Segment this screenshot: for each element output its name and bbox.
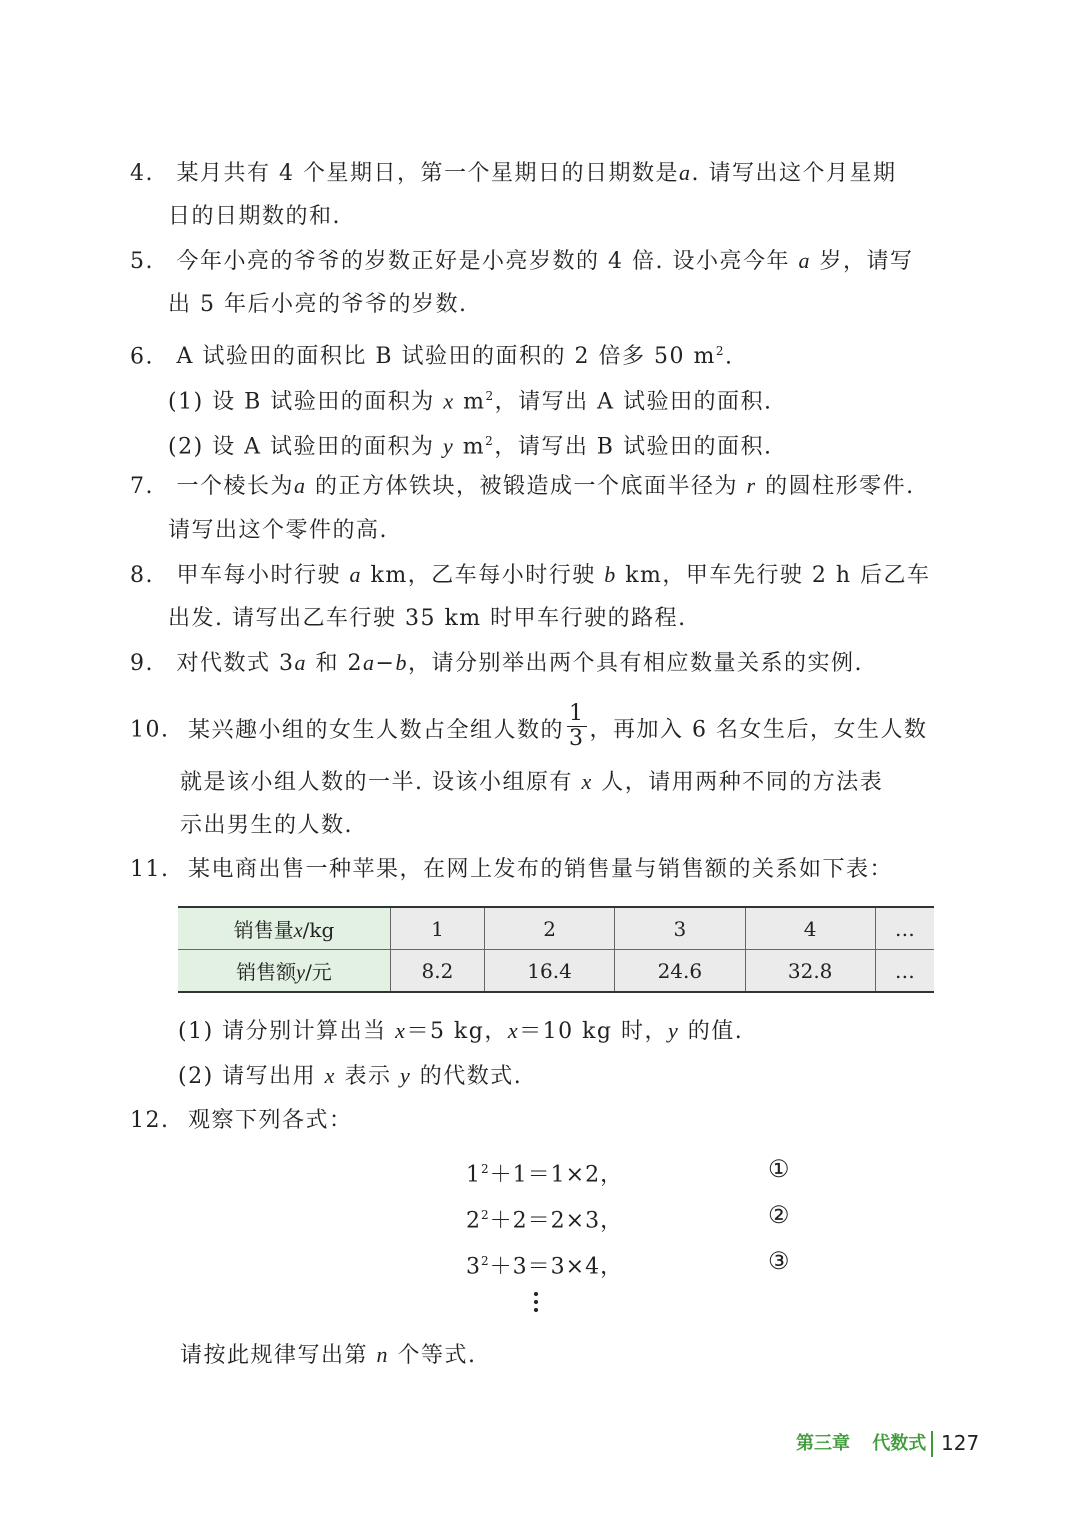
problem-11-line-1: [130, 855, 893, 885]
variable: x: [507, 1018, 520, 1043]
equation-base: 2: [466, 1208, 481, 1234]
chapter-title: 代数式: [872, 1433, 927, 1454]
table-cell: 3: [615, 907, 745, 950]
equation-base: 3: [466, 1254, 481, 1280]
table-cell: 16.4: [484, 950, 614, 993]
sub-text: (1) 请分别计算出当: [178, 1019, 387, 1044]
problem-10-line-2: [180, 767, 883, 798]
variable: b: [604, 562, 617, 587]
equation-2: [466, 1200, 623, 1236]
fraction-numerator: 1: [569, 701, 585, 726]
problem-text: 示出男生的人数.: [180, 813, 353, 838]
equation-marker-3: ③: [768, 1247, 790, 1275]
problem-text: 今年小亮的爷爷的岁数正好是小亮岁数的 4 倍. 设小亮今年: [176, 249, 790, 274]
variable: a: [679, 160, 692, 185]
problem-number: 4.: [130, 161, 154, 186]
operator: −: [375, 651, 396, 676]
problem-7-line-2: [168, 516, 388, 546]
variable: a: [363, 650, 376, 675]
unit: m: [463, 389, 486, 415]
footer-divider: [931, 1431, 933, 1457]
problem-text: ，再加入 6 名女生后，女生人数: [589, 717, 928, 743]
superscript: 2: [715, 344, 726, 358]
chapter-number: 第三章: [796, 1433, 850, 1454]
sub-text: ，请写出 B 试验田的面积.: [494, 434, 773, 460]
problem-8-line-2: [168, 604, 687, 634]
table-cell: 8.2: [391, 950, 485, 993]
table-cell: 1: [391, 907, 485, 950]
problem-text: 出 5 年后小亮的爷爷的岁数.: [168, 292, 468, 317]
problem-text: 人，请用两种不同的方法表: [601, 770, 884, 795]
variable: y: [399, 1063, 412, 1088]
problem-text: km，甲车先行驶 2 h 后乙车: [625, 563, 931, 588]
row-header-amount: [178, 950, 391, 993]
problem-8-line-1: [130, 560, 931, 591]
row-header-quantity: [178, 907, 391, 950]
superscript: 2: [485, 389, 495, 403]
problem-6-line-1: [130, 336, 734, 372]
variable: y: [668, 1018, 680, 1043]
table-row: [178, 950, 934, 993]
page-number: 127: [941, 1431, 980, 1455]
table-cell: …: [875, 907, 934, 950]
problem-6-sub-1: [168, 381, 772, 417]
header-text: 销售额: [236, 960, 297, 984]
problem-number: 10.: [130, 717, 170, 743]
table-cell: 24.6: [615, 950, 745, 993]
variable: x: [293, 920, 303, 942]
problem-11-sub-2: [178, 1061, 522, 1092]
variable: x: [324, 1063, 336, 1088]
sales-table: [178, 906, 934, 993]
problem-number: 7.: [130, 474, 154, 499]
variable: a: [294, 473, 307, 498]
problem-12-line-1: [130, 1106, 353, 1136]
equation-3: [466, 1246, 623, 1282]
sub-text: (1) 设 B 试验田的面积为: [168, 389, 435, 415]
chapter-label: [796, 1430, 926, 1458]
equation-marker-1: ①: [768, 1155, 790, 1183]
problem-text: 的正方体铁块，被锻造成一个底面半径为: [315, 474, 739, 499]
problem-text: 请按此规律写出第: [180, 1343, 369, 1368]
sub-text: ＝5 kg，: [406, 1019, 508, 1044]
table-cell: 32.8: [745, 950, 875, 993]
vertical-ellipsis: [531, 1292, 541, 1316]
header-unit: /kg: [302, 918, 335, 942]
problem-text: A 试验田的面积比 B 试验田的面积的 2 倍多 50 m: [176, 344, 716, 370]
problem-text: 日的日期数的和.: [168, 204, 341, 229]
problem-text: 岁，请写: [819, 249, 914, 274]
problem-text: 的圆柱形零件.: [765, 474, 915, 499]
problem-9-line-1: [130, 648, 863, 679]
sub-text: ＝10 kg 时，: [519, 1019, 669, 1044]
problem-text: 甲车每小时行驶: [176, 563, 342, 588]
problem-text: 出发. 请写出乙车行驶 35 km 时甲车行驶的路程.: [168, 606, 687, 631]
problem-text: 请写出这个零件的高.: [168, 518, 388, 543]
problem-5-line-2: [168, 290, 467, 320]
table-cell: 2: [484, 907, 614, 950]
sub-text: 表示: [344, 1064, 392, 1089]
equation-rest: ＋1＝1×2，: [489, 1162, 624, 1188]
superscript: 2: [485, 434, 495, 448]
variable: a: [349, 562, 363, 587]
problem-text: 对代数式 3: [176, 651, 295, 676]
variable: x: [443, 388, 455, 414]
fraction-denominator: 3: [569, 726, 585, 751]
sub-text: (2) 请写出用: [178, 1064, 317, 1089]
table-cell: …: [875, 950, 934, 993]
problem-text: 某月共有 4 个星期日，第一个星期日的日期数是: [176, 161, 679, 186]
problem-number: 9.: [130, 651, 154, 676]
unit: m: [462, 434, 486, 460]
variable: x: [581, 769, 593, 794]
superscript: 2: [481, 1162, 490, 1176]
problem-text: 某兴趣小组的女生人数占全组人数的: [188, 717, 565, 743]
problem-5-line-1: [130, 246, 914, 277]
variable: y: [443, 433, 455, 459]
problem-number: 8.: [130, 563, 154, 588]
problem-4-line-2: [168, 202, 341, 232]
superscript: 2: [481, 1208, 490, 1222]
sub-text: ，请写出 A 试验田的面积.: [494, 389, 773, 415]
equation-1: [466, 1154, 623, 1190]
problem-12-last-line: [180, 1340, 477, 1371]
equation-rest: ＋2＝2×3，: [489, 1208, 624, 1234]
variable: a: [294, 650, 307, 675]
variable: x: [395, 1018, 407, 1043]
superscript: 2: [481, 1254, 490, 1268]
header-text: 销售量: [233, 918, 294, 942]
problem-4-line-1: [130, 158, 897, 189]
problem-text: 某电商出售一种苹果，在网上发布的销售量与销售额的关系如下表：: [188, 857, 894, 882]
problem-number: 5.: [130, 249, 154, 274]
problem-number: 6.: [130, 344, 154, 370]
problem-text: ，请分别举出两个具有相应数量关系的实例.: [407, 651, 863, 676]
variable: b: [395, 650, 408, 675]
variable: a: [798, 248, 811, 273]
fraction: [567, 702, 587, 751]
header-unit: /元: [305, 960, 332, 984]
problem-text: . 请写出这个月星期: [691, 161, 897, 186]
problem-7-line-1: [130, 471, 915, 502]
problem-number: 11.: [130, 857, 170, 882]
table-row: [178, 907, 934, 950]
problem-text: 观察下列各式：: [188, 1108, 353, 1133]
equation-rest: ＋3＝3×4，: [489, 1254, 624, 1280]
sub-text: 的代数式.: [419, 1064, 523, 1089]
problem-10-line-1: [130, 701, 928, 755]
problem-6-sub-2: [168, 426, 772, 462]
problem-10-line-3: [180, 811, 353, 841]
equation-base: 1: [466, 1162, 481, 1188]
variable: r: [746, 473, 757, 498]
table-cell: 4: [745, 907, 875, 950]
problem-text: 就是该小组人数的一半. 设该小组原有: [180, 770, 573, 795]
problem-text: .: [725, 344, 734, 370]
problem-text: 个等式.: [397, 1343, 477, 1368]
problem-text: km，乙车每小时行驶: [370, 563, 596, 588]
problem-11-sub-1: [178, 1016, 743, 1047]
sub-text: (2) 设 A 试验田的面积为: [168, 434, 435, 460]
variable: n: [376, 1342, 390, 1367]
equation-marker-2: ②: [768, 1201, 790, 1229]
problem-text: 一个棱长为: [176, 474, 295, 499]
variable: y: [296, 962, 306, 984]
problem-text: 和 2: [315, 651, 363, 676]
problem-number: 12.: [130, 1108, 170, 1133]
sub-text: 的值.: [687, 1019, 744, 1044]
